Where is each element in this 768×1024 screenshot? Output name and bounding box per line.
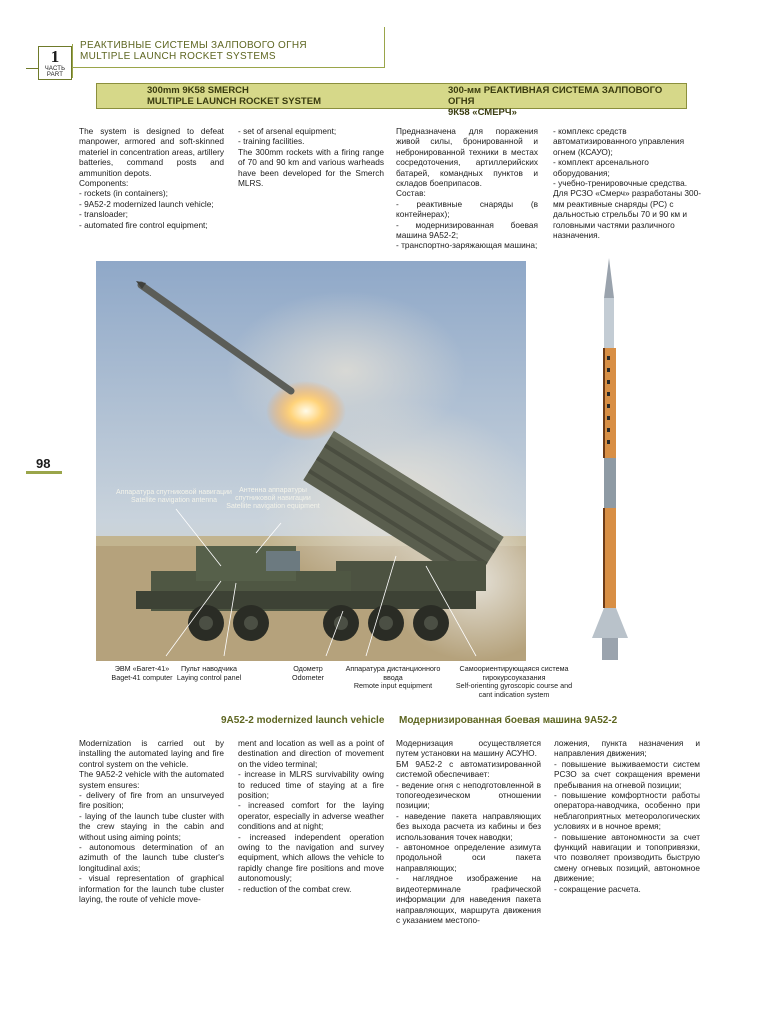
list-item: - automated fire control equipment; [79, 219, 208, 230]
launcher-photo [96, 261, 526, 661]
intro-ru-col1 [396, 126, 538, 251]
launcher-photo-graphic [96, 261, 526, 661]
list-item: - учебно-тренировочные средства. [553, 178, 687, 189]
list-item: - повышение выживаемости систем РСЗО за счет сокращения времени пребывания на огневой позиции; [554, 758, 700, 790]
list-item: - increase in MLRS survivability owing to reduced time of staying at a fire position; [238, 769, 384, 801]
body-en-col1 [79, 738, 224, 905]
paragraph: Состав: [396, 188, 426, 199]
caption-en: Laying control panel [176, 672, 242, 682]
paragraph: Modernization is carried out by installing the automated laying and fire control system on the vehicle. [79, 738, 224, 769]
caption-en: Odometer [292, 672, 324, 682]
paragraph: ment and location as well as a point of destination and direction of movement on the video terminal; [238, 738, 384, 769]
part-word-en: PART [46, 72, 64, 78]
list-item: - reduction of the combat crew. [238, 883, 352, 894]
banner-title-en [147, 85, 321, 107]
list-item: - rockets (in containers); [79, 188, 168, 199]
caption-remote-input [336, 665, 450, 691]
intro-en-col1 [79, 126, 224, 230]
part-number: 1 [50, 47, 60, 66]
list-item: - increased comfort for the laying operator, especially in adverse weather conditions and at night; [238, 800, 384, 832]
paragraph: Для РСЗО «Смерч» разработаны 300-мм реактивные снаряды (РС) с дальностью стрельбы 70 и 90 км и головными частями различного назначения. [553, 188, 702, 241]
list-item: - transloader; [79, 209, 128, 220]
list-item: - автономное определение азимута продольной оси пакета направляющих; [396, 842, 541, 873]
paragraph: Предназначена для поражения живой силы, бронированной и небронированной техники в местах сосредоточения, артиллерийских батарей, командных пунктов и складов боеприпасов. [396, 126, 538, 189]
photo-label-ru: Антенна аппаратуры спутниковой навигации [235, 487, 311, 502]
photo-label-en: Satellite navigation equipment [226, 503, 320, 510]
body-en-col2 [238, 738, 384, 894]
list-item: - комплекс средств автоматизированного управления огнем (КСАУО); [553, 126, 685, 157]
photo-label-en: Satellite navigation antenna [130, 497, 217, 504]
paragraph: The 300mm rockets with a firing range of 70 and 90 km and various warheads have been developed for the Smerch MLRS. [238, 146, 384, 189]
paragraph: The system is designed to defeat manpower, armored and soft-skinned materiel in concentration areas, artillery batteries, command posts and ammunition depots. [79, 126, 224, 178]
divider [384, 27, 385, 68]
paragraph: ложения, пункта назначения и направления движения; [554, 738, 700, 759]
list-item: - laying of the launch tube cluster with the crew staying in the cabin and without using aiming points; [79, 810, 224, 842]
photo-label-sat-nav [104, 489, 244, 505]
photo-label-ru: Аппаратура спутниковой навигации [116, 489, 232, 496]
list-item: - транспортно-заряжающая машина; [396, 240, 538, 251]
caption-ru: Пульт наводчика [180, 664, 238, 673]
paragraph: Модернизация осуществляется путем установки на машину АСУНО. [396, 738, 541, 759]
banner-title-en-line1: 300mm 9K58 SMERCH [147, 85, 249, 96]
caption-en: Self-orienting gyroscopic course and cant indication system [455, 681, 573, 699]
list-item: - delivery of fire from an unsurveyed fire position; [79, 790, 224, 811]
page-number: 98 [36, 456, 51, 471]
caption-laying-panel [172, 665, 246, 682]
list-item: - комплект арсенального оборудования; [553, 157, 649, 178]
intro-ru-col2 [553, 126, 703, 240]
list-item: - наведение пакета направляющих без выхода расчета из кабины и без использования точек наводки; [396, 810, 541, 842]
caption-en: Remote input equipment [353, 681, 433, 690]
section-title-ru: РЕАКТИВНЫЕ СИСТЕМЫ ЗАЛПОВОГО ОГНЯ [80, 40, 307, 51]
banner-title-ru-line2: 9К58 «СМЕРЧ» [448, 107, 517, 118]
subsection-title-ru: Модернизированная боевая машина 9А52-2 [399, 715, 618, 726]
page-number-bar [26, 471, 62, 474]
list-item: - повышение автономности за счет функций навигации и топопривязки, что позволяет производить быструю смену огневых позиций, автономное движение; [554, 831, 700, 884]
list-item: - повышение комфортности работы оператора-наводчика, особенно при неблагоприятных метеорологических условиях и в ночное время; [554, 790, 700, 832]
caption-ru: Аппаратура дистанционного ввода [345, 664, 441, 682]
list-item: - training facilities. [238, 136, 305, 147]
caption-gyro-course [455, 665, 573, 699]
caption-en: Baget-41 computer [111, 672, 173, 682]
body-ru-col1 [396, 738, 541, 925]
banner-title-ru-line1: 300-мм РЕАКТИВНАЯ СИСТЕМА ЗАЛПОВОГО ОГНЯ [448, 85, 663, 107]
rocket-diagram [582, 258, 638, 660]
list-item: - модернизированная боевая машина 9А52-2; [396, 219, 538, 241]
list-item: - visual representation of graphical information for the launch tube cluster laying, the route of vehicle move- [79, 873, 224, 905]
banner-title-en-line2: MULTIPLE LAUNCH ROCKET SYSTEM [147, 96, 321, 107]
list-item: - наглядное изображение на видеотерминале графической информации для наведения пакета направляющих, маршрута движения с указанием местопо- [396, 873, 541, 925]
subsection-title-en: 9A52-2 modernized launch vehicle [221, 715, 385, 726]
divider [72, 67, 384, 68]
caption-ru: Одометр [293, 664, 323, 673]
divider [72, 44, 73, 78]
list-item: - реактивные снаряды (в контейнерах); [396, 198, 538, 220]
section-title [80, 40, 307, 62]
photo-label-antenna [224, 487, 322, 511]
body-ru-col2 [554, 738, 700, 894]
caption-odometer [283, 665, 333, 682]
list-item: - сокращение расчета. [554, 883, 641, 894]
caption-ru: Самоориентирующаяся система гирокурсоуказания [459, 664, 569, 682]
paragraph: Components: [79, 178, 129, 189]
list-item: - 9A52-2 modernized launch vehicle; [79, 198, 214, 209]
list-item: - set of arsenal equipment; [238, 126, 337, 136]
part-badge [38, 46, 72, 80]
section-title-en: MULTIPLE LAUNCH ROCKET SYSTEMS [80, 51, 276, 62]
caption-ru: ЭВМ «Багет-41» [114, 664, 170, 673]
paragraph: The 9A52-2 vehicle with the automated system ensures: [79, 769, 224, 790]
intro-en-col2 [238, 126, 384, 188]
paragraph: БМ 9А52-2 с автоматизированной системой обеспечивает: [396, 758, 541, 780]
list-item: - ведение огня с неподготовленной в топогеодезическом отношении позиции; [396, 779, 541, 811]
divider [26, 68, 38, 69]
part-word-ru: ЧАСТЬ [44, 66, 66, 72]
title-banner [96, 83, 687, 118]
list-item: - increased independent operation owing to the navigation and survey equipment, which allows the vehicle to rapidly change fire positions and move autonomously; [238, 831, 384, 884]
list-item: - autonomous determination of an azimuth of the launch tube cluster's longitudinal axis; [79, 842, 224, 873]
banner-title-ru [448, 85, 686, 118]
